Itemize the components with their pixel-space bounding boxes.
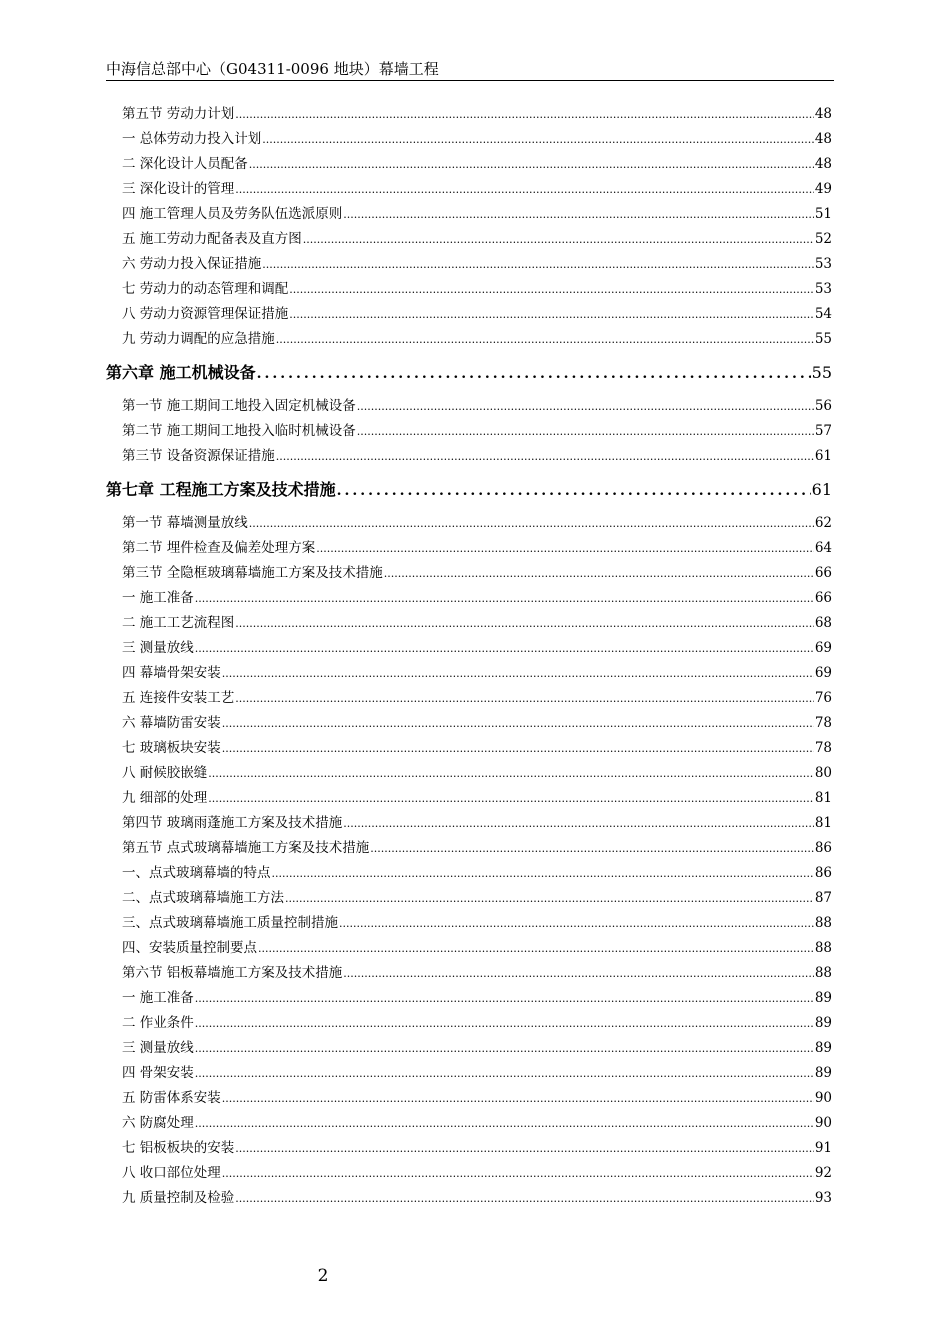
toc-entry[interactable] (106, 444, 832, 469)
toc-entry-title: 第七章 工程施工方案及技术措施 (106, 480, 336, 499)
toc-page-number: 53 (814, 256, 832, 272)
toc-page-number: 88 (814, 965, 832, 981)
toc-dot-leader (249, 152, 814, 177)
toc-entry-title: 第一节 施工期间工地投入固定机械设备 (122, 398, 356, 414)
toc-page-number: 78 (814, 740, 832, 756)
toc-dot-leader (343, 202, 814, 227)
toc-page-number: 66 (814, 565, 832, 581)
toc-page-number: 54 (814, 306, 832, 322)
toc-entry-title: 九 质量控制及检验 (122, 1190, 235, 1206)
toc-entry[interactable] (106, 1011, 832, 1036)
toc-page-number: 68 (814, 615, 832, 631)
toc-page-number: 76 (814, 690, 832, 706)
toc-entry[interactable] (106, 177, 832, 202)
toc-dot-leader (285, 886, 814, 911)
toc-dot-leader (289, 302, 814, 327)
toc-entry-title: 三 测量放线 (122, 1040, 194, 1056)
toc-dot-leader (235, 611, 814, 636)
toc-dot-leader (235, 102, 814, 127)
toc-page-number: 89 (814, 990, 832, 1006)
toc-entry-title: 五 防雷体系安装 (122, 1090, 221, 1106)
toc-dot-leader (262, 252, 814, 277)
toc-page-number: 55 (811, 363, 832, 382)
toc-dot-leader (235, 177, 814, 202)
toc-dot-leader (258, 936, 814, 961)
toc-entry-title: 五 连接件安装工艺 (122, 690, 235, 706)
toc-entry[interactable] (106, 202, 832, 227)
toc-dot-leader (357, 419, 814, 444)
toc-entry-title: 第二节 埋件检查及偏差处理方案 (122, 540, 316, 556)
toc-page-number: 89 (814, 1015, 832, 1031)
toc-entry[interactable] (106, 302, 832, 327)
toc-page-number: 57 (814, 423, 832, 439)
toc-entry[interactable] (106, 536, 832, 561)
toc-entry-title: 一 施工准备 (122, 590, 194, 606)
toc-entry-title: 三 测量放线 (122, 640, 194, 656)
toc-page-number: 53 (814, 281, 832, 297)
toc-page-number: 81 (814, 790, 832, 806)
toc-entry[interactable] (106, 611, 832, 636)
toc-entry-title: 第五节 劳动力计划 (122, 106, 235, 122)
toc-entry-title: 九 细部的处理 (122, 790, 208, 806)
toc-page-number: 69 (814, 640, 832, 656)
toc-entry-title: 三 深化设计的管理 (122, 181, 235, 197)
toc-chapter-entry[interactable] (106, 360, 832, 386)
toc-page-number: 87 (814, 890, 832, 906)
toc-entry-title: 四、安装质量控制要点 (122, 940, 257, 956)
toc-entry[interactable] (106, 1036, 832, 1061)
toc-page-number: 52 (814, 231, 832, 247)
toc-entry[interactable] (106, 736, 832, 761)
toc-dot-leader (222, 736, 814, 761)
toc-entry[interactable] (106, 636, 832, 661)
toc-entry-title: 第四节 玻璃雨蓬施工方案及技术措施 (122, 815, 343, 831)
toc-entry[interactable] (106, 152, 832, 177)
toc-entry-title: 一 总体劳动力投入计划 (122, 131, 262, 147)
toc-entry-title: 第一节 幕墙测量放线 (122, 515, 248, 531)
page-number: 2 (317, 1266, 329, 1286)
toc-entry[interactable] (106, 1061, 832, 1086)
toc-entry-title: 二 施工工艺流程图 (122, 615, 235, 631)
toc-entry[interactable] (106, 811, 832, 836)
toc-entry[interactable] (106, 394, 832, 419)
toc-entry-title: 三、点式玻璃幕墙施工质量控制措施 (122, 915, 338, 931)
toc-dot-leader (195, 586, 814, 611)
toc-page-number: 88 (814, 940, 832, 956)
toc-page-number: 69 (814, 665, 832, 681)
toc-entry-title: 二 深化设计人员配备 (122, 156, 248, 172)
toc-entry-title: 四 施工管理人员及劳务队伍选派原则 (122, 206, 343, 222)
toc-page-number: 90 (814, 1090, 832, 1106)
toc-dot-leader (195, 986, 814, 1011)
toc-entry-title: 六 防腐处理 (122, 1115, 194, 1131)
toc-entry[interactable] (106, 661, 832, 686)
toc-page-number: 55 (814, 331, 832, 347)
toc-page-number: 80 (814, 765, 832, 781)
toc-dot-leader (337, 478, 811, 504)
toc-entry[interactable] (106, 252, 832, 277)
toc-entry-title: 九 劳动力调配的应急措施 (122, 331, 275, 347)
toc-entry[interactable] (106, 911, 832, 936)
toc-dot-leader (195, 1036, 814, 1061)
toc-entry-title: 五 施工劳动力配备表及直方图 (122, 231, 302, 247)
toc-page-number: 92 (814, 1165, 832, 1181)
toc-dot-leader (249, 511, 814, 536)
toc-page-number: 86 (814, 865, 832, 881)
toc-dot-leader (272, 861, 814, 886)
toc-chapter-entry[interactable] (106, 477, 832, 503)
toc-dot-leader (316, 536, 814, 561)
toc-dot-leader (257, 361, 811, 387)
header-title: 中海信总部中心（G04311-0096 地块）幕墙工程 (106, 60, 439, 78)
toc-page-number: 66 (814, 590, 832, 606)
toc-dot-leader (208, 761, 814, 786)
toc-entry[interactable] (106, 327, 832, 352)
toc-entry-title: 四 骨架安装 (122, 1065, 194, 1081)
toc-page-number: 89 (814, 1065, 832, 1081)
toc-page-number: 78 (814, 715, 832, 731)
toc-dot-leader (235, 1186, 814, 1211)
toc-entry[interactable] (106, 761, 832, 786)
toc-entry-title: 四 幕墙骨架安装 (122, 665, 221, 681)
toc-entry-title: 二、点式玻璃幕墙施工方法 (122, 890, 284, 906)
toc-entry[interactable] (106, 986, 832, 1011)
toc-page-number: 86 (814, 840, 832, 856)
toc-dot-leader (195, 1111, 814, 1136)
toc-dot-leader (222, 661, 814, 686)
toc-entry-title: 第二节 施工期间工地投入临时机械设备 (122, 423, 356, 439)
table-of-contents (106, 102, 832, 1211)
toc-page-number: 91 (814, 1140, 832, 1156)
toc-entry-title: 一、点式玻璃幕墙的特点 (122, 865, 271, 881)
toc-dot-leader (262, 127, 814, 152)
toc-dot-leader (222, 711, 814, 736)
toc-entry-title: 七 铝板板块的安装 (122, 1140, 235, 1156)
toc-entry-title: 八 收口部位处理 (122, 1165, 221, 1181)
toc-page-number: 61 (814, 448, 832, 464)
toc-dot-leader (370, 836, 814, 861)
page-header (106, 58, 834, 81)
toc-entry[interactable] (106, 1161, 832, 1186)
toc-entry[interactable] (106, 786, 832, 811)
toc-dot-leader (343, 811, 814, 836)
toc-page-number: 89 (814, 1040, 832, 1056)
toc-page-number: 48 (814, 131, 832, 147)
toc-entry-title: 七 玻璃板块安装 (122, 740, 221, 756)
toc-entry[interactable] (106, 1086, 832, 1111)
toc-page-number: 64 (814, 540, 832, 556)
toc-entry[interactable] (106, 861, 832, 886)
toc-entry[interactable] (106, 936, 832, 961)
toc-entry[interactable] (106, 961, 832, 986)
toc-page-number: 56 (814, 398, 832, 414)
toc-entry-title: 第三节 设备资源保证措施 (122, 448, 275, 464)
toc-entry-title: 第三节 全隐框玻璃幕墙施工方案及技术措施 (122, 565, 383, 581)
toc-dot-leader (357, 394, 814, 419)
toc-dot-leader (222, 1161, 814, 1186)
toc-entry[interactable] (106, 686, 832, 711)
toc-page-number: 81 (814, 815, 832, 831)
toc-page-number: 93 (814, 1190, 832, 1206)
toc-entry-title: 八 劳动力资源管理保证措施 (122, 306, 289, 322)
toc-page-number: 49 (814, 181, 832, 197)
toc-dot-leader (195, 636, 814, 661)
toc-dot-leader (276, 444, 814, 469)
toc-entry-title: 七 劳动力的动态管理和调配 (122, 281, 289, 297)
toc-dot-leader (208, 786, 814, 811)
toc-dot-leader (289, 277, 814, 302)
toc-entry[interactable] (106, 419, 832, 444)
toc-dot-leader (195, 1061, 814, 1086)
toc-entry-title: 一 施工准备 (122, 990, 194, 1006)
toc-page-number: 90 (814, 1115, 832, 1131)
toc-entry[interactable] (106, 586, 832, 611)
toc-page-number: 88 (814, 915, 832, 931)
toc-page-number: 48 (814, 156, 832, 172)
toc-page-number: 51 (814, 206, 832, 222)
toc-entry-title: 第六章 施工机械设备 (106, 363, 256, 382)
toc-entry[interactable] (106, 886, 832, 911)
toc-page-number: 62 (814, 515, 832, 531)
toc-entry-title: 八 耐候胶嵌缝 (122, 765, 208, 781)
toc-entry[interactable] (106, 836, 832, 861)
toc-entry[interactable] (106, 127, 832, 152)
toc-entry[interactable] (106, 1136, 832, 1161)
toc-page-number: 61 (811, 480, 832, 499)
toc-entry[interactable] (106, 277, 832, 302)
toc-dot-leader (235, 1136, 814, 1161)
toc-dot-leader (343, 961, 814, 986)
toc-page-number: 48 (814, 106, 832, 122)
toc-dot-leader (303, 227, 814, 252)
toc-dot-leader (195, 1011, 814, 1036)
toc-entry-title: 第六节 铝板幕墙施工方案及技术措施 (122, 965, 343, 981)
toc-entry[interactable] (106, 227, 832, 252)
toc-entry-title: 六 劳动力投入保证措施 (122, 256, 262, 272)
toc-entry-title: 二 作业条件 (122, 1015, 194, 1031)
toc-entry-title: 第五节 点式玻璃幕墙施工方案及技术措施 (122, 840, 370, 856)
toc-entry[interactable] (106, 1111, 832, 1136)
toc-entry[interactable] (106, 1186, 832, 1211)
toc-dot-leader (339, 911, 814, 936)
toc-entry[interactable] (106, 561, 832, 586)
toc-entry-title: 六 幕墙防雷安装 (122, 715, 221, 731)
toc-entry[interactable] (106, 102, 832, 127)
toc-dot-leader (384, 561, 814, 586)
toc-dot-leader (276, 327, 814, 352)
toc-dot-leader (222, 1086, 814, 1111)
toc-dot-leader (235, 686, 814, 711)
toc-entry[interactable] (106, 711, 832, 736)
toc-entry[interactable] (106, 511, 832, 536)
